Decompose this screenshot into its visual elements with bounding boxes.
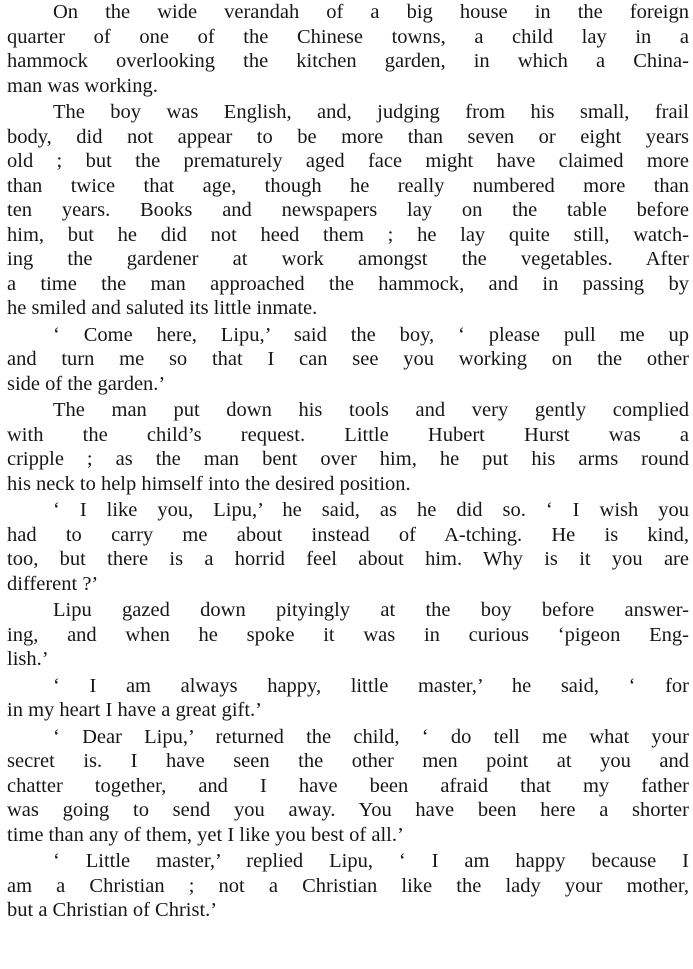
text-line: and turn me so that I can see you working on the other	[7, 348, 689, 370]
paragraph	[7, 398, 689, 496]
text-line: ‘ Come here, Lipu,’ said the boy, ‘ please pull me up	[53, 323, 689, 346]
text-line: ‘ I like you, Lipu,’ he said, as he did so. ‘ I wish you	[53, 499, 689, 521]
text-line: old ; but the prematurely aged face might have claimed more	[7, 150, 689, 172]
text-line: had to carry me about instead of A-tching. He is kind,	[7, 523, 689, 546]
text-line: chatter together, and I have been afraid that my father	[7, 774, 689, 797]
text-line: body, did not appear to be more than seven or eight years	[7, 125, 689, 148]
text-line: am a Christian ; not a Christian like the lady your mother,	[7, 874, 689, 897]
text-line: but a Christian of Christ.’	[7, 899, 218, 921]
text-line: with the child’s request. Little Hubert Hurst was a	[7, 423, 689, 446]
text-line: hammock overlooking the kitchen garden, in which a China-	[7, 50, 689, 72]
text-line: Lipu gazed down pityingly at the boy before answer-	[53, 599, 689, 621]
text-line: The boy was English, and, judging from his small, frail	[53, 101, 689, 123]
text-line: a time the man approached the hammock, and in passing by	[7, 272, 689, 295]
text-line: ten years. Books and newspapers lay on the table before	[7, 199, 689, 221]
text-line: ‘ Little master,’ replied Lipu, ‘ I am happy because I	[53, 850, 689, 872]
text-line: was going to send you away. You have been here a shorter	[7, 799, 689, 821]
text-line: ing the gardener at work amongst the vegetables. After	[7, 248, 689, 270]
paragraph	[7, 674, 689, 723]
text-line: different ?’	[7, 572, 99, 595]
text-line: secret is. I have seen the other men point at you and	[7, 750, 689, 772]
text-line: man was working.	[7, 74, 158, 97]
text-line: ing, and when he spoke it was in curious ‘pigeon Eng-	[7, 623, 689, 646]
paragraph	[7, 323, 689, 397]
text-line: time than any of them, yet I like you best of all.’	[7, 823, 404, 846]
text-line: On the wide verandah of a big house in the foreign	[53, 1, 689, 23]
paragraph	[7, 0, 689, 98]
page-text	[7, 0, 689, 923]
text-line: his neck to help himself into the desired position.	[7, 472, 411, 495]
paragraph	[7, 498, 689, 596]
paragraph	[7, 725, 689, 848]
paragraph	[7, 849, 689, 923]
text-line: The man put down his tools and very gently complied	[53, 399, 689, 421]
text-line: cripple ; as the man bent over him, he put his arms round	[7, 448, 689, 470]
text-line: ‘ Dear Lipu,’ returned the child, ‘ do tell me what your	[53, 725, 689, 748]
text-line: him, but he did not heed them ; he lay quite still, watch-	[7, 223, 689, 246]
paragraph	[7, 100, 689, 321]
text-line: too, but there is a horrid feel about him. Why is it you are	[7, 548, 689, 570]
text-line: he smiled and saluted its little inmate.	[7, 297, 318, 319]
text-line: in my heart I have a great gift.’	[7, 699, 262, 721]
text-line: quarter of one of the Chinese towns, a child lay in a	[7, 25, 689, 48]
text-line: side of the garden.’	[7, 372, 166, 395]
text-line: lish.’	[7, 648, 49, 670]
text-line: than twice that age, though he really numbered more than	[7, 174, 689, 197]
text-line: ‘ I am always happy, little master,’ he said, ‘ for	[53, 674, 689, 697]
paragraph	[7, 598, 689, 672]
